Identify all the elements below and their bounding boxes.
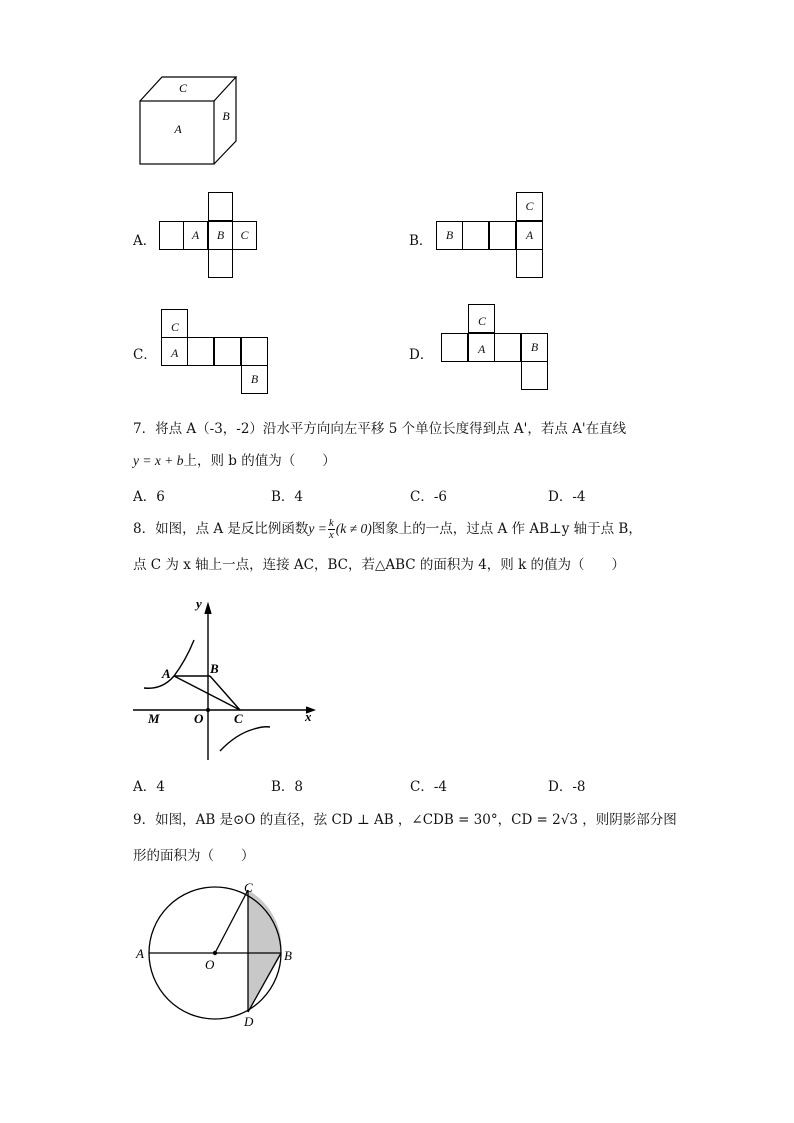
q8-fraction-num: k (328, 517, 334, 529)
q7-equation: y = x + b (133, 453, 184, 468)
q9-label-d: D (244, 1014, 254, 1029)
net-d-cell-b: B (521, 333, 548, 362)
q8-line1-text-a: 8．如图，点 A 是反比例函数 (133, 521, 309, 537)
cube-right-label: B (222, 109, 230, 123)
q6-option-b-letter[interactable]: B． (409, 233, 433, 249)
q9-label-o: O (205, 957, 215, 972)
q8-label-x: x (305, 709, 312, 724)
q9-center-point (213, 951, 217, 955)
net-d-cell-c: C (478, 314, 487, 328)
q8-figure (128, 590, 328, 765)
q7-option-c[interactable]: C．-6 (410, 489, 447, 505)
q8-origin-point (206, 708, 210, 712)
net-c-cell-a: A (171, 346, 179, 360)
q8-line1 (133, 518, 642, 541)
q8-label-y: y (196, 596, 202, 611)
q7-option-b[interactable]: B．4 (271, 489, 304, 505)
net-a-cell-b: B (208, 221, 233, 250)
net-c-cell-c: C (171, 320, 180, 334)
q7-line1: 7．将点 A（-3，-2）沿水平方向向左平移 5 个单位长度得到点 A'，若点 A'在直线 (133, 421, 627, 437)
q8-func-cond: (k ≠ 0) (335, 521, 372, 536)
net-b-cell-c: C (516, 192, 543, 221)
q7-option-d[interactable]: D．-4 (548, 489, 586, 505)
q7-line2-text: 上，则 b 的值为（ ） (183, 453, 336, 469)
cube-front-label: A (174, 122, 182, 136)
q9-figure (130, 878, 310, 1033)
q9-label-b: B (284, 948, 292, 963)
q9-label-c: C (244, 880, 253, 895)
net-b-cell-a: A (516, 221, 543, 250)
net-a-cell-a: A (183, 221, 208, 250)
q9-label-a: A (136, 946, 144, 961)
q6-option-d-letter[interactable]: D． (409, 347, 434, 363)
q8-option-d[interactable]: D．-8 (548, 779, 586, 795)
cube-figure (130, 70, 250, 170)
q8-label-a: A (162, 666, 171, 681)
q8-label-b: B (210, 661, 219, 676)
q8-option-b[interactable]: B．8 (271, 779, 304, 795)
q8-option-c[interactable]: C．-4 (410, 779, 447, 795)
q6-option-c-letter[interactable]: C． (133, 347, 157, 363)
net-c-cell-b: B (241, 365, 268, 394)
net-d-cell-a: A (478, 342, 486, 356)
q8-option-a[interactable]: A．4 (133, 779, 165, 795)
net-a-cell-c: C (232, 221, 257, 250)
cube-top-label: C (178, 81, 188, 95)
q8-line2: 点 C 为 x 轴上一点，连接 AC，BC，若△ABC 的面积为 4，则 k 的值为（ ） (133, 557, 626, 573)
q9-line2: 形的面积为（ ） (133, 848, 255, 864)
q8-fraction (328, 518, 335, 541)
q9-line1: 9．如图，AB 是⊙O 的直径，弦 CD ⊥ AB ，∠CDB = 30°，CD = 2√3 ，则阴影部分图 (133, 812, 677, 828)
q7-option-a[interactable]: A．6 (133, 489, 165, 505)
q7-line2 (133, 451, 336, 471)
q8-func-y: y = (308, 521, 327, 536)
q8-fraction-den: x (328, 529, 334, 541)
q8-label-m: M (148, 711, 160, 726)
q6-option-a-letter[interactable]: A． (133, 233, 157, 249)
q8-line1-text-b: 图象上的一点，过点 A 作 AB⊥y 轴于点 B， (371, 521, 642, 537)
net-b-cell-b: B (436, 221, 463, 250)
q8-label-o: O (194, 711, 204, 726)
q8-label-c: C (234, 711, 243, 726)
